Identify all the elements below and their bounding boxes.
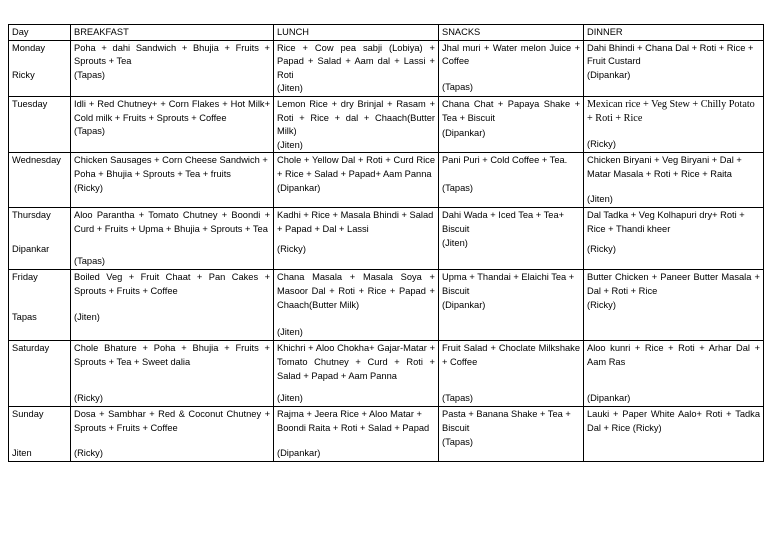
snacks-cell	[439, 341, 584, 407]
dinner-menu: Butter Chicken + Paneer Butter Masala + Dal + Roti + Rice	[587, 272, 760, 296]
day-name: Saturday	[12, 343, 50, 354]
dinner-cell	[584, 208, 764, 270]
snacks-cell	[439, 96, 584, 152]
day-cell	[9, 40, 71, 96]
header-dinner: DINNER	[584, 25, 764, 41]
snacks-menu: Pasta + Banana Shake + Tea + Biscuit	[442, 409, 571, 433]
lunch-cook: (Jiten)	[277, 326, 303, 337]
snacks-menu: Upma + Thandai + Elaichi Tea + Biscuit	[442, 272, 575, 296]
breakfast-cook: (Tapas)	[74, 69, 105, 80]
breakfast-menu: Aloo Parantha + Tomato Chutney + Boondi + Curd + Fruits + Upma + Bhujia + Sprouts + Tea	[74, 210, 270, 234]
day-name: Monday	[12, 42, 46, 53]
breakfast-cell	[71, 153, 274, 208]
day-name: Tuesday	[12, 98, 48, 109]
day-name: Wednesday	[12, 155, 61, 166]
dinner-menu: Mexican rice + Veg Stew + Chilly Potato + Roti + Rice	[587, 98, 755, 124]
snacks-cook: (Tapas)	[442, 82, 473, 93]
day-person: Dipankar	[12, 244, 50, 255]
header-snacks: SNACKS	[439, 25, 584, 41]
snacks-menu: Dahi Wada + Iced Tea + Tea+ Biscuit	[442, 210, 565, 234]
snacks-menu: Fruit Salad + Choclate Milkshake + Coffee	[442, 343, 580, 367]
snacks-cook: (Tapas)	[442, 182, 473, 193]
lunch-cell	[274, 407, 439, 462]
lunch-cell	[274, 153, 439, 208]
breakfast-cell	[71, 40, 274, 96]
day-name: Sunday	[12, 409, 44, 420]
snacks-menu: Jhal muri + Water melon Juice + Coffee	[442, 42, 580, 67]
header-row	[9, 25, 764, 41]
lunch-menu: Kadhi + Rice + Masala Bhindi + Salad + Papad + Dal + Lassi	[277, 210, 434, 234]
breakfast-cook: (Tapas)	[74, 126, 105, 137]
lunch-menu: Lemon Rice + dry Brinjal + Rasam + Roti + Rice + dal + Chaach(Butter Milk)	[277, 98, 435, 137]
dinner-cook: (Jiten)	[587, 193, 613, 204]
dinner-menu: Dahi Bhindi + Chana Dal + Roti + Rice + Fruit Custard	[587, 42, 754, 67]
breakfast-menu: Idli + Red Chutney+ + Corn Flakes + Hot Milk+ Cold milk + Fruits + Sprouts + Coffee	[74, 98, 270, 123]
day-cell	[9, 208, 71, 270]
lunch-cook: (Ricky)	[277, 243, 306, 254]
lunch-cell	[274, 208, 439, 270]
table-row	[9, 153, 764, 208]
day-cell	[9, 407, 71, 462]
table-row	[9, 40, 764, 96]
breakfast-menu: Chicken Sausages + Corn Cheese Sandwich + Poha + Bhujia + Sprouts + Tea + fruits	[74, 155, 268, 179]
day-person: Tapas	[12, 312, 37, 323]
day-person: Jiten	[12, 447, 32, 458]
snacks-cell	[439, 208, 584, 270]
breakfast-cell	[71, 208, 274, 270]
breakfast-cook: (Jiten)	[74, 312, 100, 323]
lunch-cook: (Jiten)	[277, 139, 303, 150]
breakfast-cook: (Ricky)	[74, 447, 103, 458]
breakfast-cell	[71, 407, 274, 462]
day-cell	[9, 96, 71, 152]
lunch-menu: Rice + Cow pea sabji (Lobiya) + Papad + Salad + Aam dal + Lassi + Roti	[277, 42, 435, 80]
dinner-menu: Chicken Biryani + Veg Biryani + Dal + Matar Masala + Roti + Rice + Raita	[587, 155, 742, 179]
snacks-cell	[439, 407, 584, 462]
lunch-cook: (Dipankar)	[277, 182, 321, 193]
breakfast-menu: Chole Bhature + Poha + Bhujia + Fruits + Sprouts + Tea + Sweet dalia	[74, 343, 270, 367]
snacks-cook: (Jiten)	[442, 237, 468, 248]
day-person: Ricky	[12, 69, 35, 80]
snacks-menu: Pani Puri + Cold Coffee + Tea.	[442, 155, 568, 166]
dinner-cook: (Dipankar)	[587, 392, 631, 403]
snacks-cook: (Dipankar)	[442, 127, 486, 138]
snacks-cell	[439, 270, 584, 341]
snacks-cook: (Tapas)	[442, 392, 473, 403]
header-lunch: LUNCH	[274, 25, 439, 41]
day-name: Friday	[12, 272, 38, 283]
dinner-menu: Aloo kunri + Rice + Roti + Arhar Dal + Aam Ras	[587, 343, 760, 367]
snacks-cell	[439, 40, 584, 96]
table-row	[9, 407, 764, 462]
snacks-cook: (Dipankar)	[442, 299, 486, 310]
dinner-menu: Lauki + Paper White Aalo+ Roti + Tadka Dal + Rice (Ricky)	[587, 409, 760, 433]
dinner-cook: (Ricky)	[587, 299, 616, 310]
day-cell	[9, 270, 71, 341]
dinner-cell	[584, 153, 764, 208]
lunch-cell	[274, 96, 439, 152]
table-row	[9, 270, 764, 341]
lunch-cook: (Jiten)	[277, 392, 303, 403]
breakfast-menu: Poha + dahi Sandwich + Bhujia + Fruits + Sprouts + Tea	[74, 42, 270, 67]
breakfast-cell	[71, 96, 274, 152]
table-row	[9, 96, 764, 152]
day-name: Thursday	[12, 210, 51, 221]
meal-plan-table	[8, 24, 764, 462]
lunch-cook: (Jiten)	[277, 83, 303, 94]
day-cell	[9, 153, 71, 208]
lunch-menu: Khichri + Aloo Chokha+ Gajar-Matar + Tomato Chutney + Curd + Roti + Salad + Papad + Aam Panna	[277, 343, 435, 381]
dinner-cell	[584, 341, 764, 407]
breakfast-cell	[71, 270, 274, 341]
dinner-cell	[584, 96, 764, 152]
table-row	[9, 341, 764, 407]
dinner-cook: (Ricky)	[587, 243, 616, 254]
lunch-cell	[274, 270, 439, 341]
dinner-cell	[584, 40, 764, 96]
dinner-cook: (Dipankar)	[587, 69, 631, 80]
table-row	[9, 208, 764, 270]
lunch-menu: Rajma + Jeera Rice + Aloo Matar + Boondi Raita + Roti + Salad + Papad	[277, 409, 430, 433]
lunch-menu: Chana Masala + Masala Soya + Masoor Dal + Roti + Rice + Papad + Chaach(Butter Milk)	[277, 272, 435, 310]
breakfast-menu: Boiled Veg + Fruit Chaat + Pan Cakes + Sprouts + Fruits + Coffee	[74, 272, 270, 296]
snacks-menu: Chana Chat + Papaya Shake + Tea + Biscuit	[442, 98, 580, 123]
header-breakfast: BREAKFAST	[71, 25, 274, 41]
snacks-cook: (Tapas)	[442, 436, 473, 447]
day-cell	[9, 341, 71, 407]
lunch-cook: (Dipankar)	[277, 447, 321, 458]
lunch-cell	[274, 341, 439, 407]
dinner-cell	[584, 270, 764, 341]
breakfast-cook: (Ricky)	[74, 392, 103, 403]
lunch-cell	[274, 40, 439, 96]
breakfast-cook: (Tapas)	[74, 255, 105, 266]
breakfast-menu: Dosa + Sambhar + Red & Coconut Chutney + Sprouts + Fruits + Coffee	[74, 409, 270, 433]
dinner-cell	[584, 407, 764, 462]
snacks-cell	[439, 153, 584, 208]
breakfast-cook: (Ricky)	[74, 182, 103, 193]
header-day: Day	[9, 25, 71, 41]
breakfast-cell	[71, 341, 274, 407]
dinner-cook: (Ricky)	[587, 138, 616, 149]
lunch-menu: Chole + Yellow Dal + Roti + Curd Rice + Rice + Salad + Papad+ Aam Panna	[277, 155, 435, 179]
dinner-menu: Dal Tadka + Veg Kolhapuri dry+ Roti + Rice + Thandi kheer	[587, 210, 745, 234]
